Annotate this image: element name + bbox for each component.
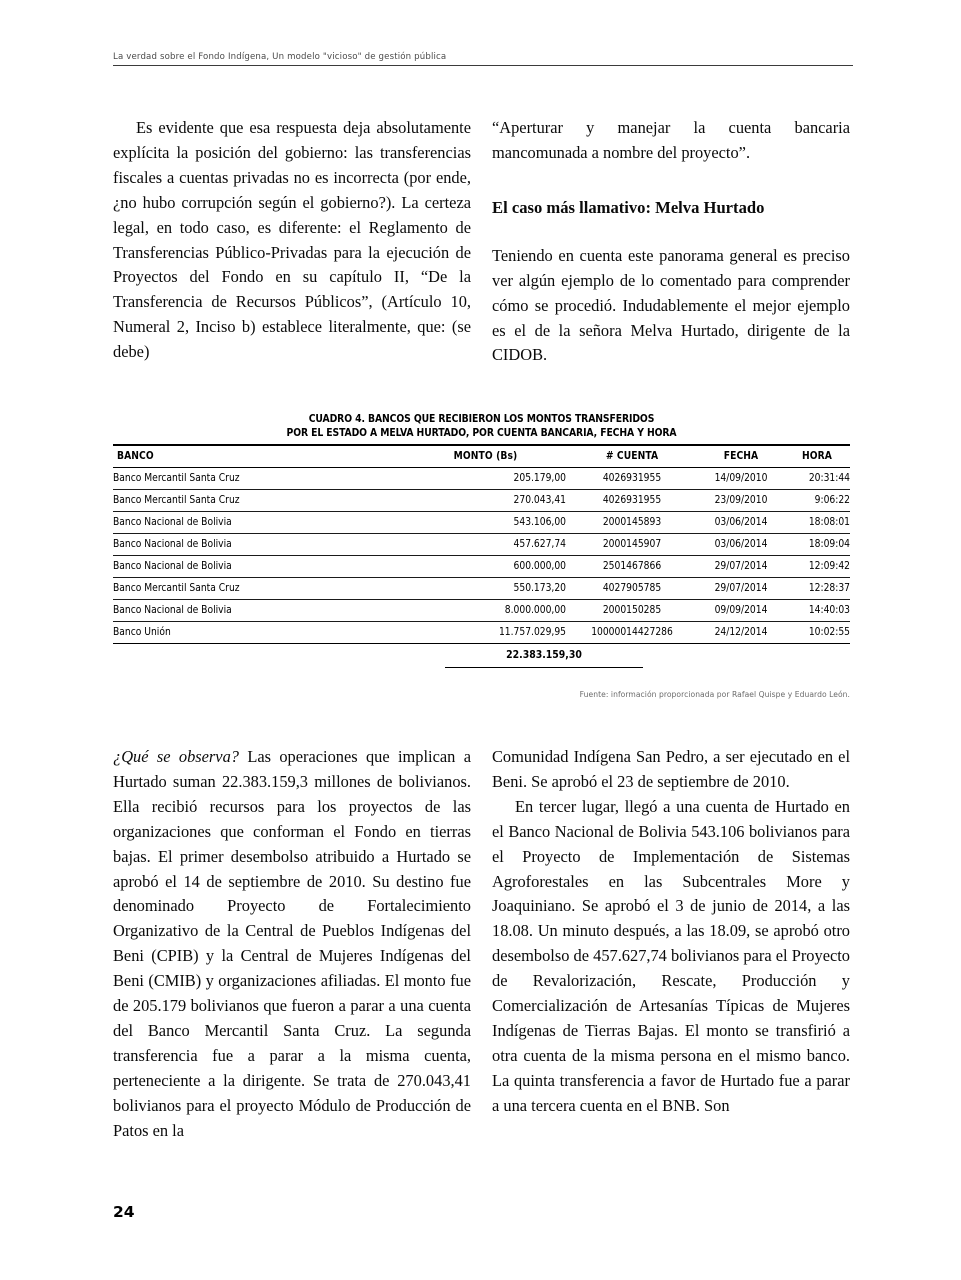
paragraph: Comunidad Indígena San Pedro, a ser ejecutado en el Beni. Se aprobó el 23 de septiembre de 2010.	[492, 747, 850, 791]
cell-cuenta: 2000145893	[566, 512, 698, 534]
pull-quote: “Aperturar y manejar la cuenta bancaria mancomunada a nombre del proyecto”.	[492, 118, 850, 162]
table-row	[113, 512, 850, 534]
cell-banco: Banco Nacional de Bolivia	[113, 556, 405, 578]
table-header-row	[113, 445, 850, 468]
top-left-column	[113, 116, 471, 365]
cell-banco: Banco Mercantil Santa Cruz	[113, 490, 405, 512]
cell-fecha: 29/07/2014	[698, 578, 784, 600]
cell-hora: 18:08:01	[784, 512, 850, 534]
paragraph: En tercer lugar, llegó a una cuenta de Hurtado en el Banco Nacional de Bolivia 543.106 bolivianos para el Proyecto de Implementación de Sistemas Agroforestales en las Subcentrales More y Joaquiniano. Se aprobó el 3 de junio de 2014, a las 18.08. Un minuto después, a las 18.09, se aprobó otro desembolso de 457.627,74 bolivianos para el Proyecto de Revalorización, Rescate, Producción y Comercialización de Artesanías Típicas de Mujeres Indígenas de Tierras Bajas. El monto se transfirió a otra cuenta de la misma persona en el mismo banco. La quinta transferencia a favor de Hurtado fue a parar a una tercera cuenta en el BNB. Son	[492, 796, 850, 1115]
cell-fecha: 23/09/2010	[698, 490, 784, 512]
cell-cuenta: 4026931955	[566, 468, 698, 490]
top-right-column	[492, 116, 850, 368]
table-row	[113, 490, 850, 512]
table-source-note: Fuente: información proporcionada por Rafael Quispe y Eduardo León.	[579, 690, 850, 699]
cell-fecha: 09/09/2014	[698, 600, 784, 622]
paragraph: Teniendo en cuenta este panorama general es preciso ver algún ejemplo de lo comentado para comprender cómo se procedió. Indudablemente el mejor ejemplo es el de la señora Melva Hurtado, dirigente de la CIDOB.	[492, 245, 850, 365]
cell-monto: 8.000.000,00	[405, 600, 566, 622]
table-row	[113, 534, 850, 556]
paragraph: Es evidente que esa respuesta deja absolutamente explícita la posición del gobierno: las transferencias fiscales a cuentas privadas no es incorrecta (por ende, ¿no hubo corrupción según el gobierno?). La certeza legal, en todo caso, es diferente: el Reglamento de Transferencias Público-Privadas para la ejecución de Proyectos del Fondo en su capítulo II, “De la Transferencia de Recursos Públicos”, (Artículo 10, Numeral 2, Inciso b) establece literalmente, que: (se debe)	[113, 118, 471, 362]
cell-hora: 14:40:03	[784, 600, 850, 622]
page-number: 24	[113, 1203, 135, 1221]
cell-cuenta: 4027905785	[566, 578, 698, 600]
total-amount: 22.383.159,30	[506, 649, 582, 662]
total-underline	[445, 667, 643, 668]
cell-monto: 543.106,00	[405, 512, 566, 534]
cell-monto: 457.627,74	[405, 534, 566, 556]
cell-cuenta: 10000014427286	[566, 622, 698, 644]
table-row	[113, 578, 850, 600]
column-header-cuenta: # CUENTA	[566, 445, 698, 468]
table-total-row	[113, 644, 850, 676]
table-title	[113, 412, 850, 444]
column-header-banco: BANCO	[113, 445, 405, 468]
table-cuadro-4	[113, 412, 850, 676]
cell-banco: Banco Mercantil Santa Cruz	[113, 578, 405, 600]
section-subheading: El caso más llamativo: Melva Hurtado	[492, 197, 765, 217]
cell-hora: 9:06:22	[784, 490, 850, 512]
cell-cuenta: 2501467866	[566, 556, 698, 578]
table-row	[113, 600, 850, 622]
data-table	[113, 444, 850, 644]
cell-fecha: 29/07/2014	[698, 556, 784, 578]
bottom-right-column	[492, 745, 850, 1119]
spacer	[492, 219, 850, 244]
table-head	[113, 445, 850, 468]
cell-fecha: 03/06/2014	[698, 534, 784, 556]
table-title-line-1: CUADRO 4. BANCOS QUE RECIBIERON LOS MONTOS TRANSFERIDOS	[308, 413, 655, 425]
table-body	[113, 468, 850, 644]
running-header-text: La verdad sobre el Fondo Indígena, Un modelo "vicioso" de gestión pública	[113, 52, 447, 62]
cell-hora: 20:31:44	[784, 468, 850, 490]
table-row	[113, 556, 850, 578]
cell-cuenta: 2000145907	[566, 534, 698, 556]
cell-fecha: 14/09/2010	[698, 468, 784, 490]
running-header	[113, 52, 853, 66]
table-row	[113, 468, 850, 490]
column-header-hora: HORA	[784, 445, 850, 468]
paragraph	[113, 745, 471, 1144]
cell-banco: Banco Mercantil Santa Cruz	[113, 468, 405, 490]
cell-hora: 12:09:42	[784, 556, 850, 578]
cell-hora: 12:28:37	[784, 578, 850, 600]
cell-banco: Banco Nacional de Bolivia	[113, 512, 405, 534]
cell-cuenta: 4026931955	[566, 490, 698, 512]
cell-fecha: 24/12/2014	[698, 622, 784, 644]
paragraph-text: Las operaciones que implican a Hurtado suman 22.383.159,3 millones de bolivianos. Ella recibió recursos para los proyectos de las organizaciones que conforman el Fondo en tierras bajas. El primer desembolso atribuido a Hurtado se aprobó el 14 de septiembre de 2010. Su destino fue denominado Proyecto de Fortalecimiento Organizativo de la Central de Pueblos Indígenas del Beni (CPIB) y la Central de Mujeres Indígenas del Beni (CMIB) y organizaciones afiliadas. El monto fue de 205.179 bolivianos que fueron a parar a una cuenta del Banco Mercantil Santa Cruz. La segunda transferencia fue a parar a la misma cuenta, perteneciente a la dirigente. Se trata de 270.043,41 bolivianos para el proyecto Módulo de Producción de Patos en la	[113, 747, 471, 1140]
column-header-monto: MONTO (Bs)	[405, 445, 566, 468]
cell-banco: Banco Nacional de Bolivia	[113, 600, 405, 622]
cell-monto: 205.179,00	[405, 468, 566, 490]
cell-monto: 550.173,20	[405, 578, 566, 600]
cell-cuenta: 2000150285	[566, 600, 698, 622]
bottom-left-column	[113, 745, 471, 1144]
table-title-line-2: POR EL ESTADO A MELVA HURTADO, POR CUENTA BANCARIA, FECHA Y HORA	[286, 427, 677, 440]
cell-monto: 270.043,41	[405, 490, 566, 512]
cell-banco: Banco Nacional de Bolivia	[113, 534, 405, 556]
cell-hora: 18:09:04	[784, 534, 850, 556]
cell-banco: Banco Unión	[113, 622, 405, 644]
spacer	[492, 166, 850, 197]
cell-hora: 10:02:55	[784, 622, 850, 644]
cell-monto: 11.757.029,95	[405, 622, 566, 644]
column-header-fecha: FECHA	[698, 445, 784, 468]
cell-fecha: 03/06/2014	[698, 512, 784, 534]
cell-monto: 600.000,00	[405, 556, 566, 578]
table-row	[113, 622, 850, 644]
lead-in-italic: ¿Qué se observa?	[113, 747, 239, 766]
